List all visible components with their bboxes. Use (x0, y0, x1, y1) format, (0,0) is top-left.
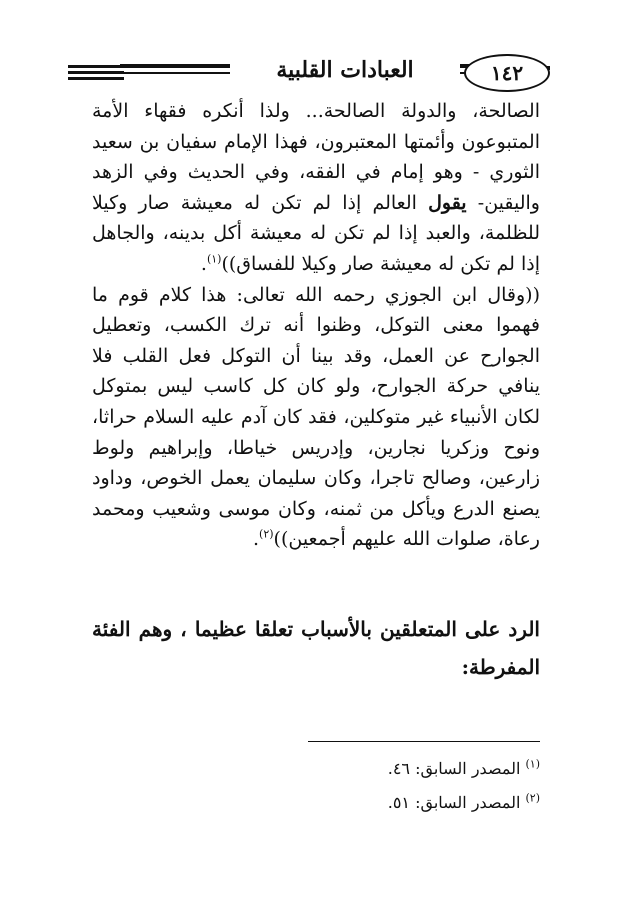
footnote-2-marker: (٢) (525, 791, 540, 805)
paragraph-1-bold-word: يقول (428, 191, 467, 214)
footnote-2-text: المصدر السابق: ٥١. (387, 793, 526, 812)
section-heading: الرد على المتعلقين بالأسباب تعلقا عظيما ، وهم الفئة المفرطة: (92, 617, 540, 679)
page-header (60, 52, 550, 92)
footnote-divider (308, 741, 540, 742)
footnote-1-text: المصدر السابق: ٤٦. (387, 759, 526, 778)
paragraph-1-text-a: الصالحة، والدولة الصالحة... ولذا أنكره فقهاء الأمة المتبوعون وأئمتها المعتبرون، فهذا الإمام سفيان بن سعيد الثوري - وهو إمام في الفقه، وفي الحديث وفي الزهد واليقين- (92, 100, 540, 214)
paragraph-1-text-c: العالم إذا لم تكن له معيشة صار وكيلا للظلمة، والعبد إذا لم تكن له معيشة أكل بدينه، والجاهل إذا لم تكن له معيشة صار وكيلا للفساق)) (92, 191, 540, 275)
paragraph-2-text: ((وقال ابن الجوزي رحمه الله تعالى: هذا كلام قوم ما فهموا معنى التوكل، وظنوا أنه ترك الكسب، وتعطيل الجوارح عن العمل، وقد بينا أن التوكل فعل القلب فلا ينافي حركة الجوارح، ولو كان كل كاسب ليس بمتوكل لكان الأنبياء غير متوكلين، فقد كان آدم عليه السلام حراثا، ونوح وزكريا نجارين، وإدريس خياطا، وإبراهيم ولوط زارعين، وصالح تاجرا، وكان سليمان يعمل الخوص، وداود يصنع الدرع ويأكل من ثمنه، وكان موسى وشعيب ومحمد رعاة، صلوات الله عليهم أجمعين)) (92, 283, 540, 551)
body-text (92, 96, 540, 555)
header-left-bars (68, 65, 124, 83)
footnotes (92, 752, 540, 820)
section-title: العبادات القلبية (230, 54, 460, 86)
page-number: ١٤٢ (464, 54, 550, 92)
footnote-1 (92, 752, 540, 786)
footnote-1-marker: (١) (525, 757, 540, 771)
footnote-ref-1: (١) (206, 252, 222, 266)
paragraph-1-end: . (200, 252, 207, 275)
paragraph-2-end: . (252, 528, 260, 551)
footnote-2 (92, 786, 540, 820)
paragraph-1 (92, 96, 540, 280)
footnote-ref-2: (٢) (259, 527, 274, 541)
paragraph-2 (92, 280, 540, 555)
